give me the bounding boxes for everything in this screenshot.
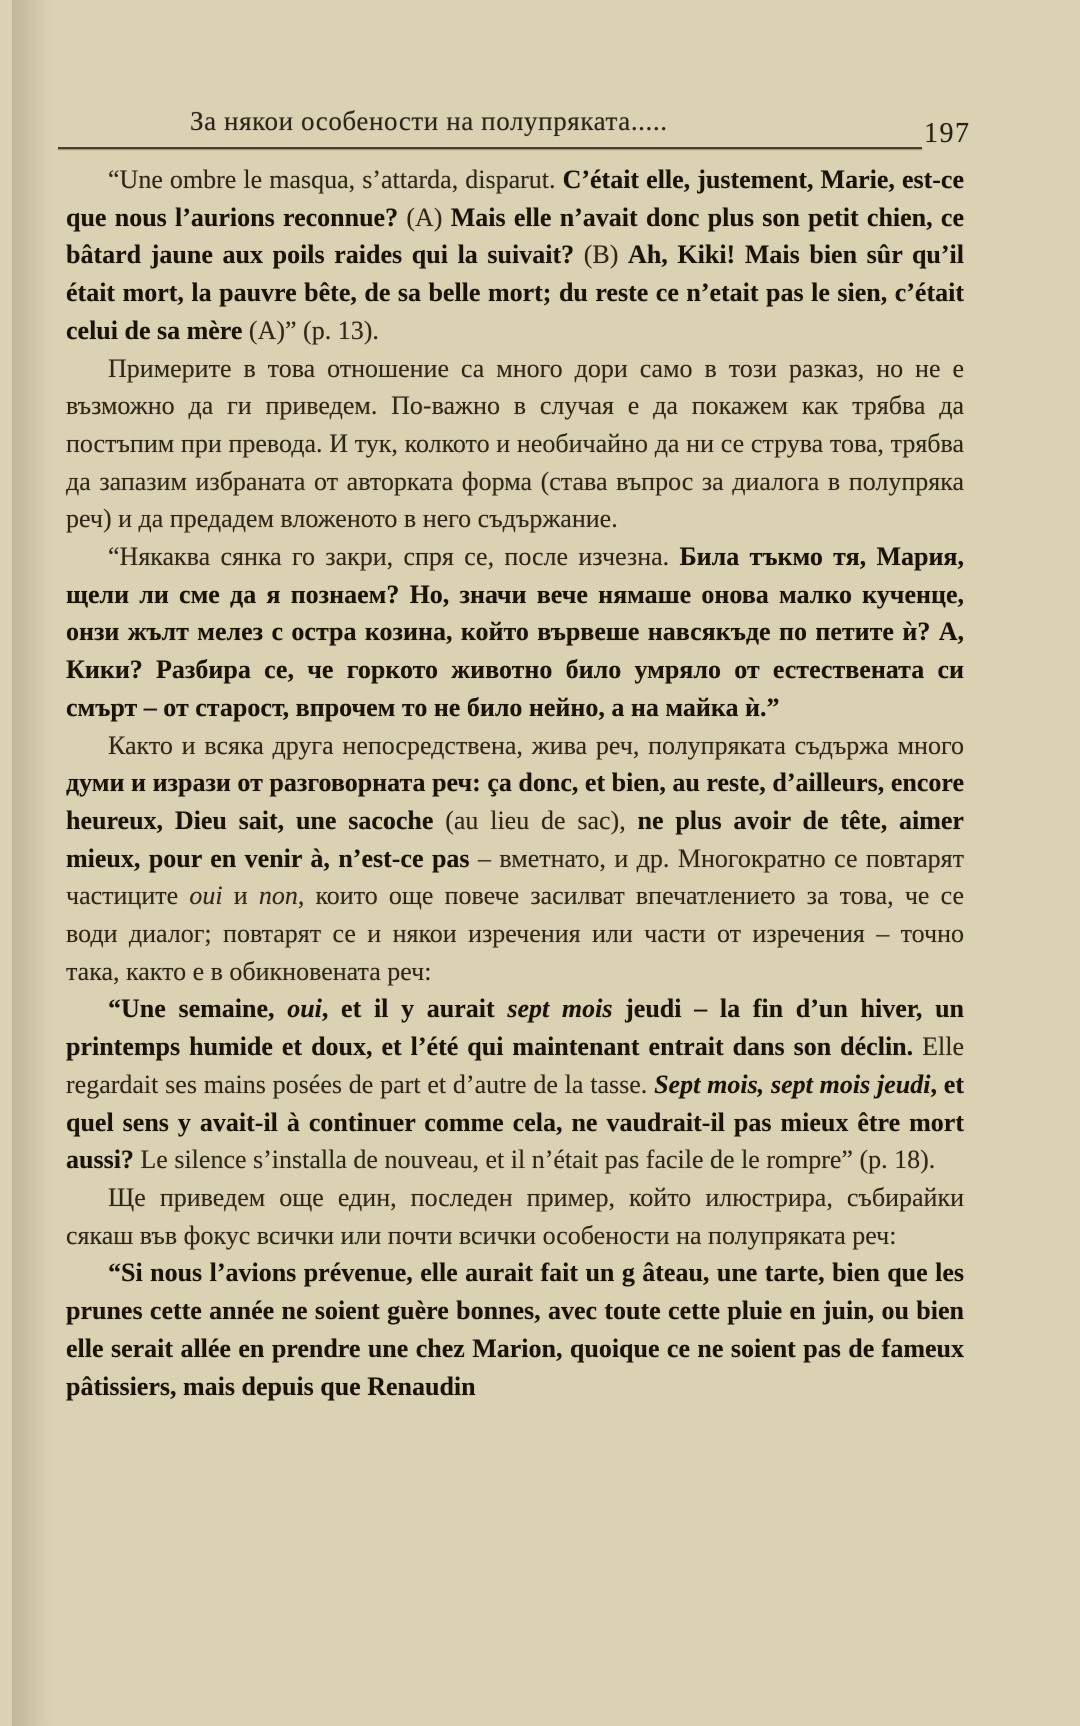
text-run: (B) — [583, 240, 629, 270]
text-run: “Une ombre le masqua, s’attarda, disparut. — [108, 165, 563, 194]
paragraph — [66, 990, 964, 1179]
paragraph — [66, 538, 964, 727]
text-run: oui — [287, 994, 322, 1024]
page-number: 197 — [924, 118, 971, 149]
text-body — [66, 161, 964, 1405]
text-run: “Si nous l’avions prévenue, elle aurait fait un g âteau, une tarte, bien que les prunes cette année ne soient guère bonnes, avec toute cette pluie en juin, ou bien elle serait allée en prendre une chez Marion, quoique ce ne soient pas de fameux pâtissiers, mais depuis que Renaudin — [66, 1258, 964, 1401]
text-run: sept mois — [507, 994, 613, 1024]
text-run: “Някаква сянка го закри, спря се, после изчезна. — [108, 542, 680, 572]
text-run: Le silence s’installa de nouveau, et il n’était pas facile de le rompre” (p. 18). — [140, 1145, 936, 1175]
text-run: и — [222, 881, 259, 911]
text-run: jeudi – la fin d’un hiver, un printemps humide et doux, et l’été qui maintenant entrait dans son déclin. — [66, 994, 964, 1062]
text-run: Както и всяка друга непосредствена, жива реч, полупряката съдържа много — [108, 730, 964, 760]
text-run: non — [258, 881, 298, 911]
text-run: Ще приведем още един, последен пример, който илюстрира, събирайки сякаш във фокус всички или почти всички особености на полупряката реч: — [66, 1182, 964, 1250]
paragraph — [66, 1254, 964, 1405]
text-run: (A)” (p. 13). — [248, 315, 379, 345]
header-rule — [58, 147, 922, 149]
text-run: Sept mois, sept mois jeudi — [654, 1069, 931, 1099]
paragraph — [66, 350, 964, 539]
text-run: , et quel sens y avait-il à continuer comme cela, ne vaudrait-il pas mieux être mort aussi? — [66, 1069, 964, 1175]
text-run: думи и изрази от разговорната реч: ça donc, et bien, au reste, d’ailleurs, encore heureux, Dieu sait, une sacoche — [66, 768, 964, 835]
paragraph — [66, 727, 964, 991]
text-run: Mais elle n’avait donc plus son petit chien, ce bâtard jaune aux poils raides qui la suivait? — [66, 202, 964, 270]
text-run: “Une semaine, — [108, 994, 288, 1024]
text-run: Ah, Kiki! Mais bien sûr qu’il était mort, la pauvre bête, de sa belle mort; du reste ce n’etait pas le sien, c’était celui de sa mère — [66, 240, 964, 345]
text-run: C’était elle, justement, Marie, est-ce que nous l’aurions reconnue? — [66, 165, 964, 232]
text-run: Elle regardait ses mains posées de part et d’autre de la tasse. — [66, 1032, 964, 1099]
binding-shadow — [12, 0, 52, 1726]
text-run: (au lieu de sac), — [445, 805, 638, 835]
text-run: ne plus avoir de tête, aimer mieux, pour en venir à, n’est-ce pas — [66, 805, 964, 873]
text-run: , et il y aurait — [321, 994, 508, 1024]
paragraph — [66, 1179, 964, 1254]
text-run: Била тъкмо тя, Мария, щели ли сме да я познаем? Но, значи вече нямаше онова малко кученце, онзи жълт мелез с остра козина, който вървеше навсякъде по петите ѝ? А, Кики? Разбира се, че горкото животно било умряло от естествената си смърт – от старост, впрочем то не било нейно, а на майка ѝ.” — [66, 542, 964, 722]
running-head: За някои особености на полупряката..... — [190, 106, 668, 136]
text-run: Примерите в това отношение са много дори само в този разказ, но не е възможно да ги приведем. По-важно в случая е да покажем как трябва да постъпим при превода. И тук, колкото и необичайно да ни се струва това, трябва да запазим избраната от авторката форма (става въпрос за диалога в полупряка реч) и да предадем вложеното в него съдържание. — [66, 353, 964, 534]
text-run: , които още повече засилват впечатлението за това, че се води диалог; повтарят се и някои изречения или части от изречения – точно така, както е в обикновената реч: — [66, 881, 964, 986]
text-run: oui — [189, 881, 223, 911]
paragraph — [66, 161, 964, 350]
text-run: (A) — [406, 202, 451, 232]
text-run: – вметнато, и др. Многократно се повтарят частиците — [66, 843, 965, 911]
